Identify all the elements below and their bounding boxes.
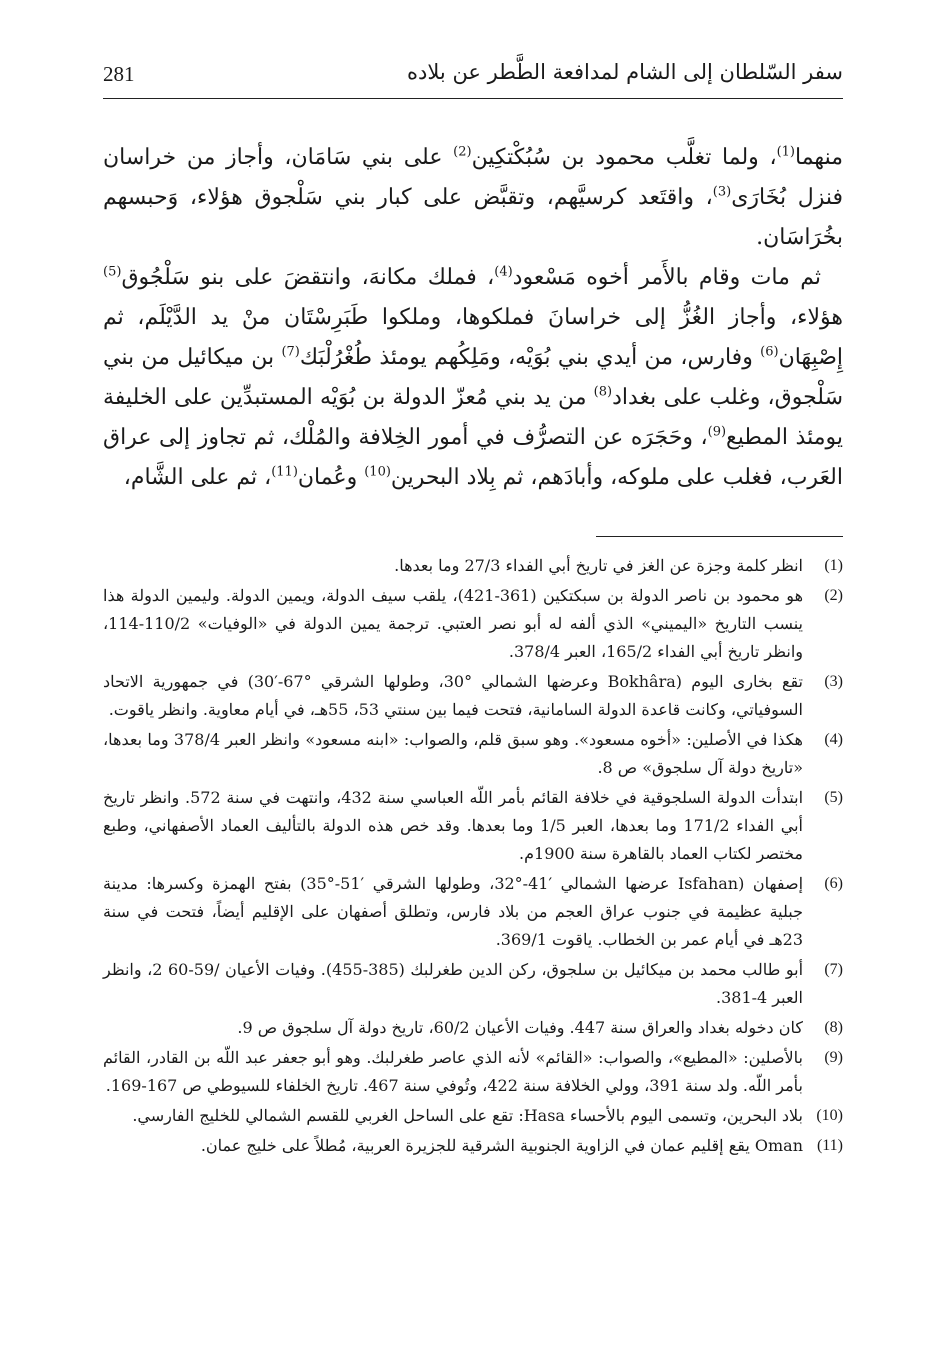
text-segment: منهما	[795, 145, 843, 170]
text-segment: هؤلاء، وأجاز الغُزُّ إلى خراسانَ فملكوها، وملكوا طَبَرِسْتَان منْ يد الدَّيْلَم، ثم إِصْبِهَان	[103, 305, 843, 370]
footnote-number: (11)	[816, 1137, 843, 1154]
footnote-ref: (3)	[712, 184, 732, 200]
text-segment: على بني سَامَان، وأجاز من خراسان فنزل بُخَارَى	[103, 145, 843, 210]
footnote-ref: (11)	[271, 464, 298, 480]
footnote-text: ابتدأت الدولة السلجوقية في خلافة القائم بأمر اللّه العباسي سنة 432، وانتهت في سنة 572. وانظر تاريخ أبي الفداء 171/2 وما بعدها، العبر 1/5 وما بعدها. وقد خص هذه الدولة بالتأليف العماد الأصفهاني، وطبع مختصر لكتاب العماد بالقاهرة سنة 1900م.	[103, 788, 804, 863]
footnote-ref: (7)	[281, 344, 300, 360]
footnote-text: إصفهان (Isfahan عرضها الشمالي ′41-°32، وطولها الشرقي ′51-°35) بفتح الهمزة وكسرها: مدينة جبلية عظيمة في جنوب عراق العجم من بلاد فارس، وتطلق أصفهان على الإقليم أيضاً، فتحت في سنة 23هـ في أيام عمر بن الخطاب. ياقوت 369/1.	[103, 874, 804, 949]
footnote-number: (7)	[824, 961, 843, 978]
footnote-number: (4)	[824, 731, 843, 748]
footnote-ref: (9)	[707, 424, 727, 440]
footnote-ref: (4)	[494, 264, 513, 280]
running-title: سفر السّلطان إلى الشام لمدافعة الطَّطر عن بلاده	[407, 60, 843, 84]
page-number: 281	[103, 62, 135, 86]
footnote-number: (6)	[824, 875, 843, 892]
text-segment: بن ميكائيل من بني سَلْجوق، وغلب على بغداد	[103, 345, 843, 410]
footnote-text: بالأصلين: «المطيع»، والصواب: «القائم» لأنه الذي عاصر طغرلبك. وهو أبو جعفر عبد اللّه بن القادر، القائم بأمر اللّه. ولد سنة 391، وولي الخلافة سنة 422، وتُوفي سنة 467. تاريخ الخلفاء للسيوطي ص 167-169.	[103, 1048, 803, 1095]
paragraph-2	[103, 258, 843, 498]
footnote	[103, 1102, 843, 1130]
footnote-ref: (8)	[593, 384, 613, 400]
footnote-ref: (10)	[364, 464, 391, 480]
footnote	[103, 1014, 843, 1042]
footnote-ref: (1)	[776, 144, 795, 160]
footnote	[103, 1044, 843, 1100]
footnote-divider	[596, 536, 843, 537]
footnote-text: بلاد البحرين، وتسمى اليوم بالأحساء Hasa: تقع على الساحل الغربي للقسم الشمالي للخليج الفارسي.	[132, 1106, 803, 1125]
text-segment: وفارس، من أيدي بني بُوَيْه، ومَلِكُهم يومئذ طُغْرُلْبَك	[299, 345, 761, 370]
footnote	[103, 668, 843, 724]
footnote	[103, 552, 843, 580]
footnote-number: (5)	[824, 789, 843, 806]
footnote-ref: (5)	[103, 264, 122, 280]
footnote-text: كان دخوله بغداد والعراق سنة 447. وفيات الأعيان 60/2، تاريخ دولة آل سلجوق ص 9.	[237, 1018, 803, 1037]
footnote-number: (1)	[824, 557, 843, 574]
text-segment: ، وحَجَرَه عن التصرُّف في أمور الخِلافة والمُلْك، ثم تجاوز إلى عراق العَرب، فغلب على ملوكه، وأبادَهم، ثم بِلاد البحرين	[103, 425, 843, 490]
footnote	[103, 784, 843, 868]
footnote-number: (9)	[824, 1049, 843, 1066]
text-segment: ، ثم على الشَّام،	[123, 465, 272, 490]
footnote-text: هكذا في الأصلين: «أخوه مسعود». وهو سبق قلم، والصواب: «ابنه مسعود» وانظر العبر 378/4 وما بعدها، «تاريخ دولة آل سلجوق» ص 8.	[103, 730, 803, 777]
page-header	[103, 56, 843, 99]
footnote-number: (2)	[824, 587, 843, 604]
main-text	[103, 138, 843, 498]
footnotes	[103, 552, 843, 1162]
text-segment: ، واقتَعد كرسيَّهم، وتقبَّض على كبار بني سَلْجوق هؤلاء، وَحبسهم بخُرَاسَان.	[103, 185, 843, 250]
text-segment: وعُمان	[297, 465, 365, 490]
footnote-text: تقع بخارى اليوم (Bokhâra وعرضها الشمالي °30، وطولها الشرقي °67-′30) في جمهورية الاتحاد السوفياتي، وكانت قاعدة الدولة السامانية، فتحت فيما بين سنتي 53، 55هـ، في أيام معاوية. وانظر ياقوت.	[103, 672, 804, 719]
paragraph-1	[103, 138, 843, 258]
footnote	[103, 870, 843, 954]
text-segment: ثم مات وقام بالأَمر أخوه مَسْعود	[512, 265, 821, 290]
footnote-text: انظر كلمة وجزة عن الغز في تاريخ أبي الفداء 27/3 وما بعدها.	[394, 556, 803, 575]
footnote	[103, 956, 843, 1012]
text-segment: ، فملك مكانهَ، وانتقضَ على بنو سَلْجُوق	[121, 265, 495, 290]
footnote	[103, 1132, 843, 1160]
footnote-number: (3)	[824, 673, 843, 690]
footnote-text: هو محمود بن ناصر الدولة بن سبكتكين (361-421)، يلقب سيف الدولة، ويمين الدولة. وليمين الدولة هذا ينسب التاريخ «اليميني» الذي ألفه له أبو نصر العتبي. ترجمة يمين الدولة في «الوفيات» 110/2-114، وانظر تاريخ أبي الفداء 165/2، العبر 378/4.	[103, 586, 804, 661]
footnote-ref: (2)	[453, 144, 472, 160]
footnote-ref: (6)	[760, 344, 779, 360]
footnote-number: (8)	[824, 1019, 843, 1036]
text-segment: من يد بني مُعزّ الدولة بن بُوَيْه المستبدِّين على الخليفة يومئذ المطيع	[103, 385, 843, 450]
footnote-text: أبو طالب محمد بن ميكائيل بن سلجوق، ركن الدين طغرلبك (385-455). وفيات الأعيان /59-60 2، وانظر العبر 4-381.	[103, 960, 804, 1007]
footnote	[103, 726, 843, 782]
footnote-number: (10)	[816, 1107, 843, 1124]
footnote-text: Oman يقع إقليم عمان في الزاوية الجنوبية الشرقية للجزيرة العربية، مُطلاً على خليج عمان.	[200, 1136, 803, 1155]
text-segment: ، ولما تغلَّب محمود بن سُبُكْتكِين	[471, 145, 777, 170]
footnote	[103, 582, 843, 666]
